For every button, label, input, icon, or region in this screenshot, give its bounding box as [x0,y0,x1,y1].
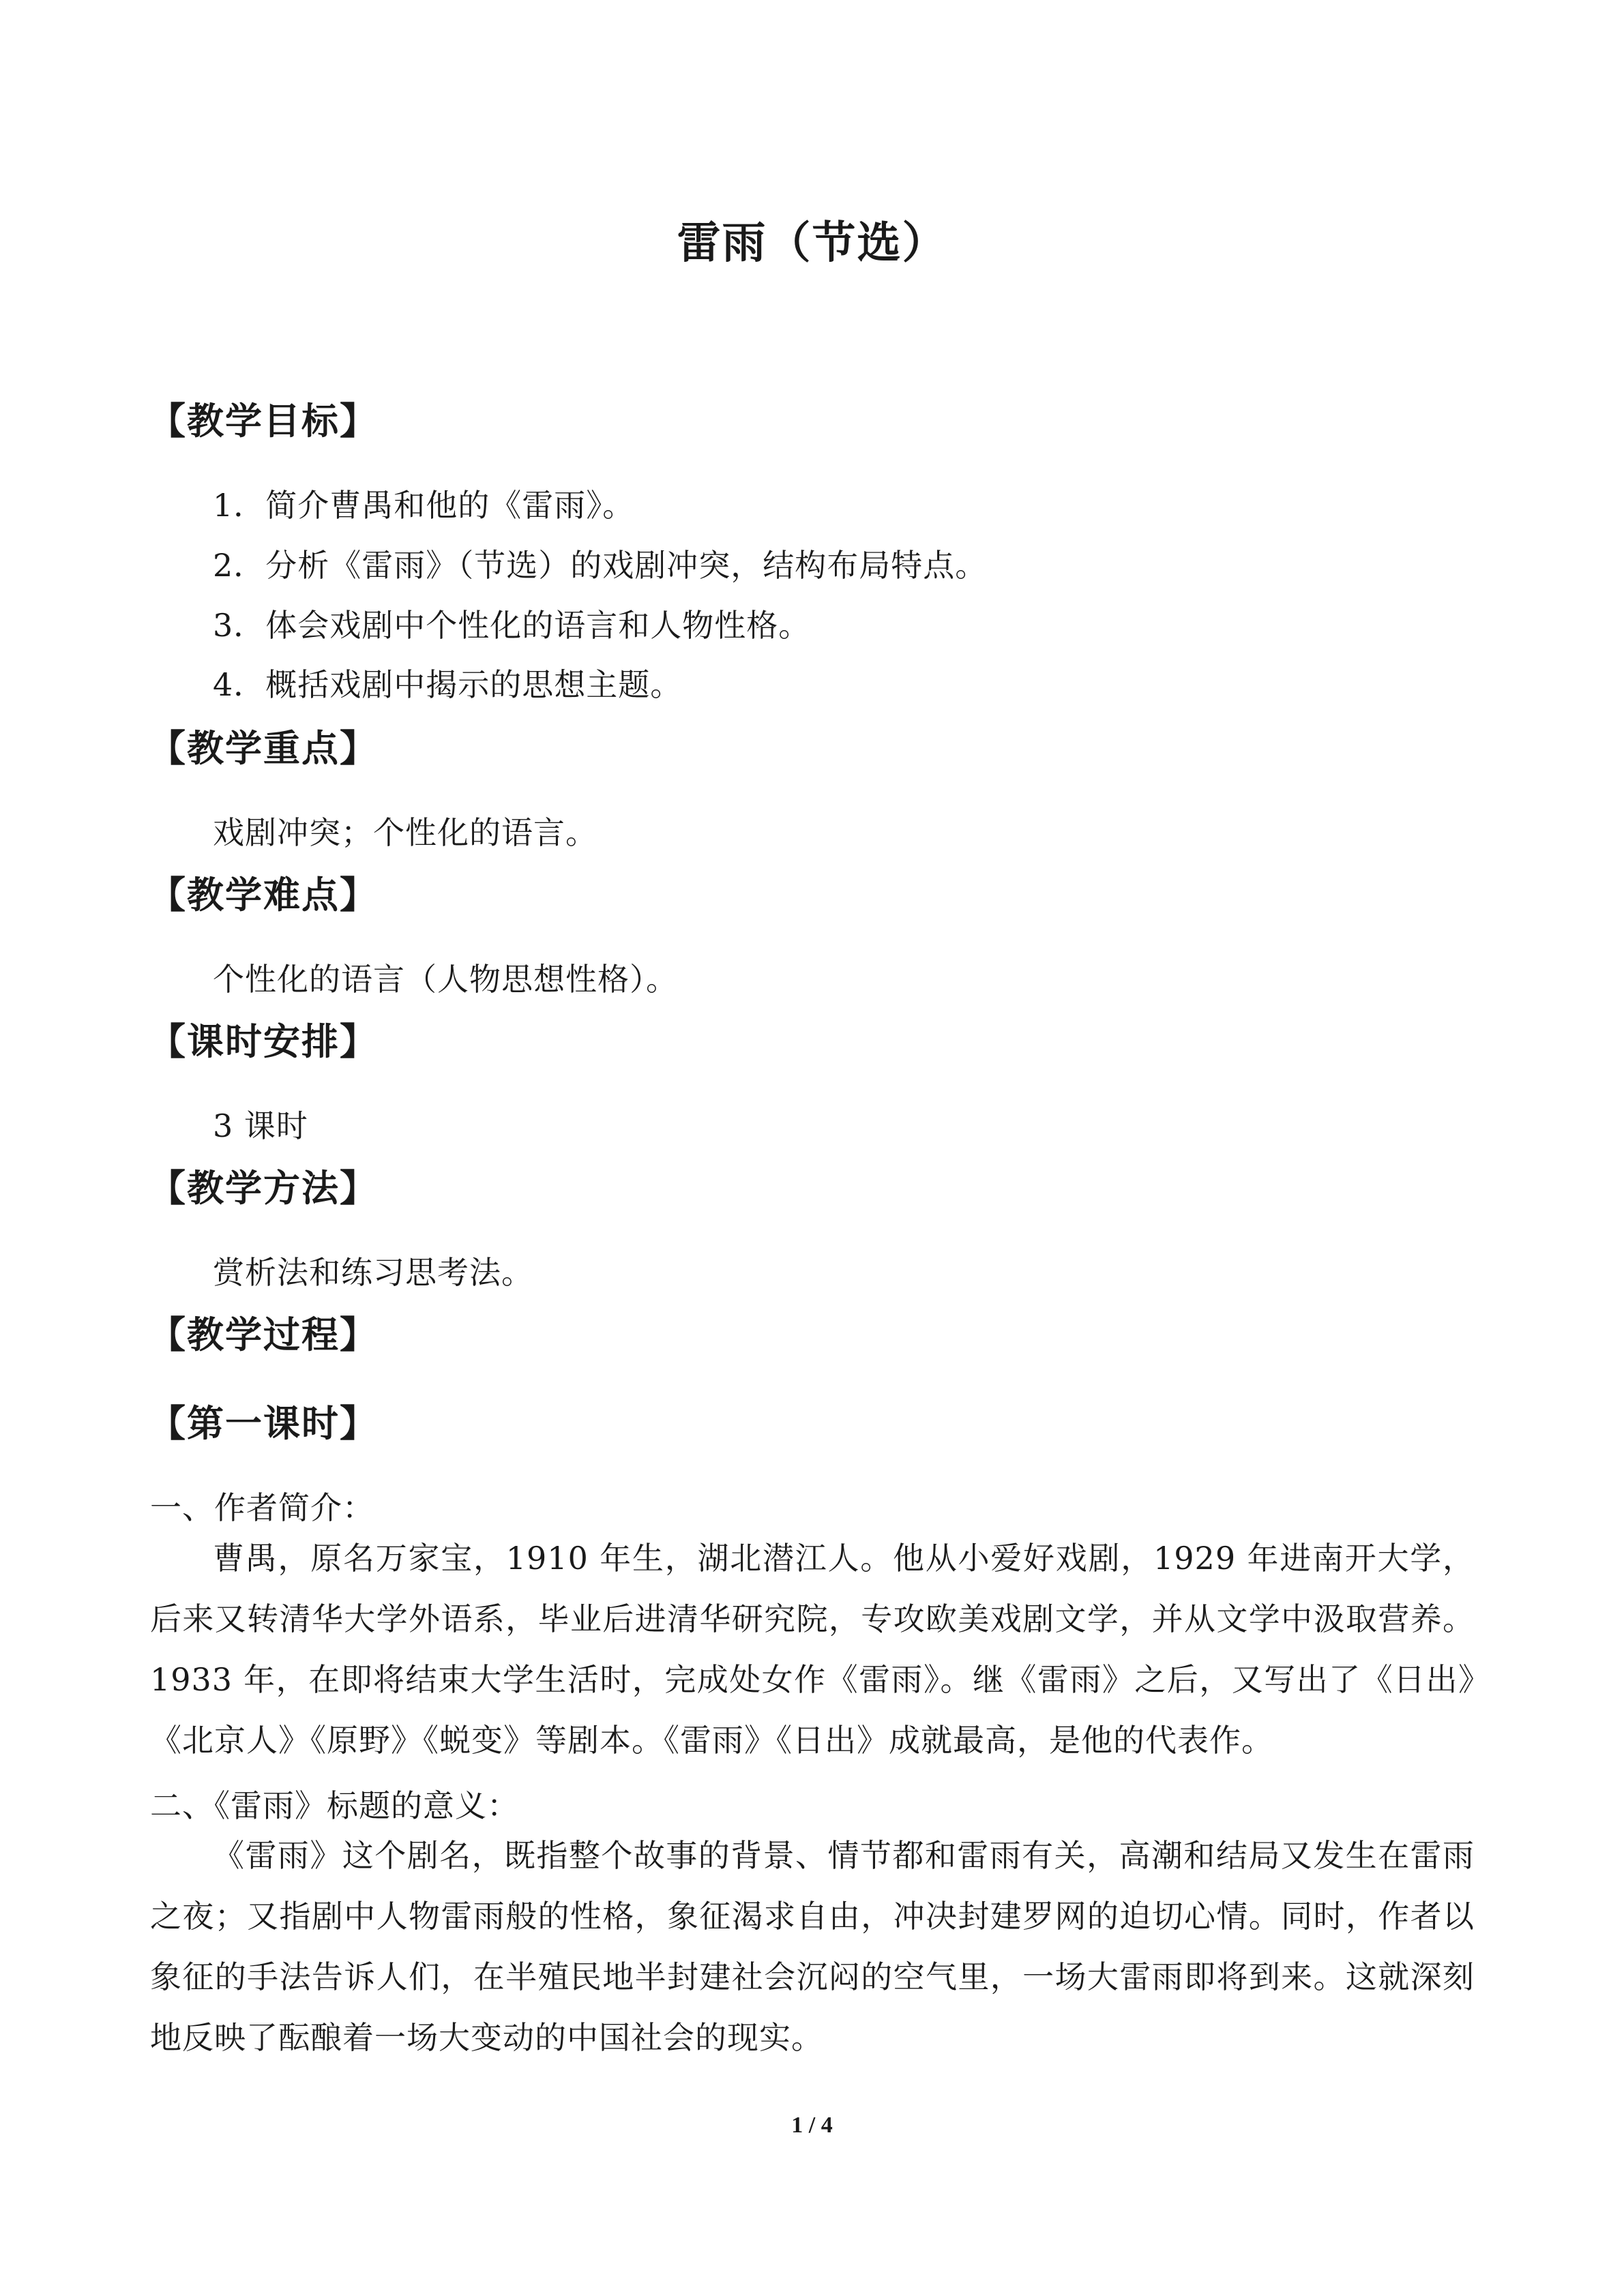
difficulties-text: 个性化的语言（人物思想性格）。 [213,961,678,998]
schedule-text: 3 课时 [213,1107,308,1144]
key-points-text: 戏剧冲突；个性化的语言。 [213,814,597,851]
section1-title: 一、作者简介： [150,1489,374,1526]
lesson1-heading: 【第一课时】 [149,1401,378,1445]
process-heading: 【教学过程】 [149,1313,378,1356]
objective-item-2: 2．分析《雷雨》（节选）的戏剧冲突，结构布局特点。 [213,547,988,584]
section1-paragraph: 曹禺，原名万家宝，1910 年生，湖北潜江人。他从小爱好戏剧，1929 年进南开大学，后来又转清华大学外语系，毕业后进清华研究院，专攻欧美戏剧文学，并从文学中汲取营养。1933 年，在即将结束大学生活时，完成处女作《雷雨》。继《雷雨》之后，又写出了《日出》《北京人》《原野》《蜕变》等剧本。《雷雨》《日出》成就最高，是他的代表作。 [150,1540,1475,1759]
objectives-heading: 【教学目标】 [149,399,378,443]
key-points-heading: 【教学重点】 [149,726,378,770]
objective-item-3: 3．体会戏剧中个性化的语言和人物性格。 [213,607,811,644]
methods-heading: 【教学方法】 [149,1166,378,1210]
schedule-heading: 【课时安排】 [149,1019,378,1063]
objective-item-1: 1．简介曹禺和他的《雷雨》。 [213,487,635,524]
page-number: 1 / 4 [791,2113,833,2138]
section2-paragraph: 《雷雨》这个剧名，既指整个故事的背景、情节都和雷雨有关，高潮和结局又发生在雷雨之夜；又指剧中人物雷雨般的性格，象征渴求自由，冲决封建罗网的迫切心情。同时，作者以象征的手法告诉人们，在半殖民地半封建社会沉闷的空气里，一场大雷雨即将到来。这就深刻地反映了酝酿着一场大变动的中国社会的现实。 [150,1837,1475,2056]
methods-text: 赏析法和练习思考法。 [213,1254,533,1291]
difficulties-heading: 【教学难点】 [149,873,378,916]
objective-item-4: 4．概括戏剧中揭示的思想主题。 [213,666,683,703]
document-title: 雷雨（节选） [677,218,947,269]
section2-title: 二、《雷雨》标题的意义： [150,1787,519,1824]
